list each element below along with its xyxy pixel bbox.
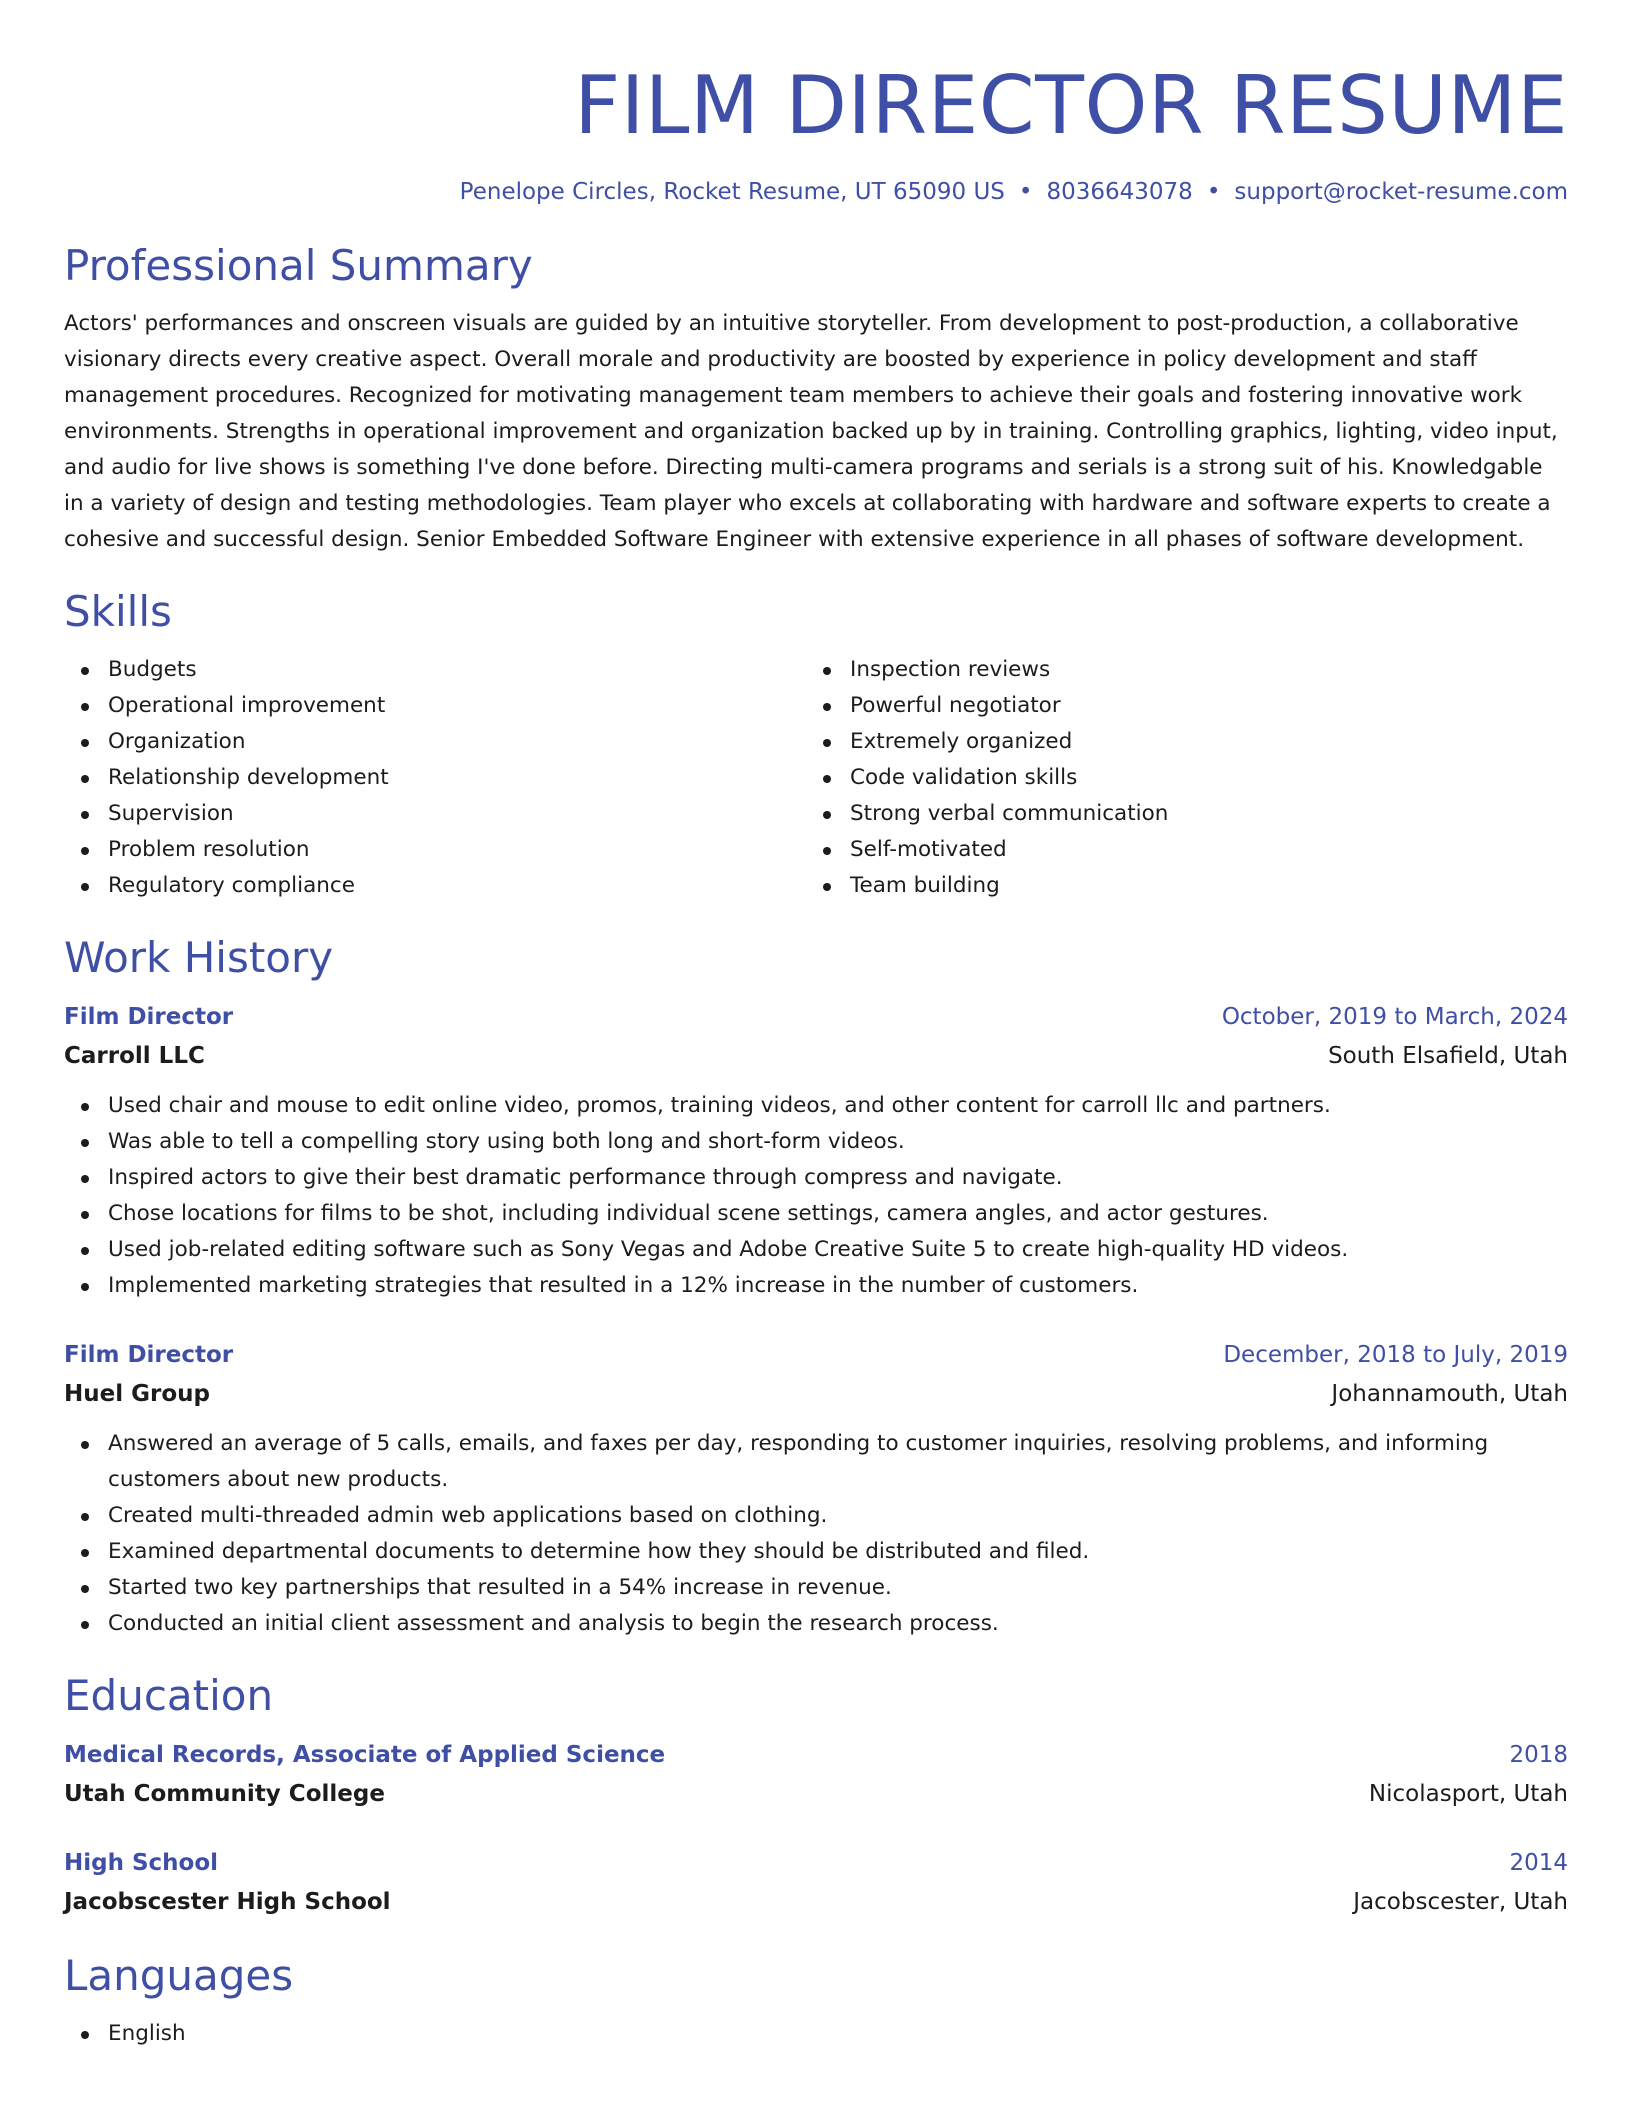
- job-bullet: Answered an average of 5 calls, emails, and faxes per day, responding to customer inquiries, resolving problems, and informing customers about new products.: [64, 1426, 1568, 1498]
- skill-item: Extremely organized: [806, 724, 1548, 760]
- languages-section: [64, 1950, 1568, 2052]
- work-history-section: [64, 932, 1568, 1642]
- job-header-row: [64, 998, 1568, 1036]
- education-location: Jacobscester, Utah: [1353, 1889, 1568, 1915]
- education-year: 2014: [1509, 1850, 1568, 1876]
- skill-item: Problem resolution: [64, 832, 806, 868]
- skill-item: Relationship development: [64, 760, 806, 796]
- skill-item: Powerful negotiator: [806, 688, 1548, 724]
- education-school-row: [64, 1774, 1568, 1814]
- education-degree: High School: [64, 1850, 219, 1876]
- job-bullet: Inspired actors to give their best dramatic performance through compress and navigate.: [64, 1160, 1568, 1196]
- skill-item: Inspection reviews: [806, 652, 1548, 688]
- contact-separator: •: [1018, 179, 1033, 205]
- summary-text: Actors' performances and onscreen visuals are guided by an intuitive storyteller. From development to post-production, a collaborative visionary directs every creative aspect. Overall morale and productivity are boosted by experience in policy development and staff management procedures. Recognized for motivating management team members to achieve their goals and fostering innovative work environments. Strengths in operational improvement and organization backed up by in training. Controlling graphics, lighting, video input, and audio for live shows is something I've done before. Directing multi-camera programs and serials is a strong suit of his. Knowledgable in a variety of design and testing methodologies. Team player who excels at collaborating with hardware and software experts to create a cohesive and successful design. Senior Embedded Software Engineer with extensive experience in all phases of software development.: [64, 311, 1558, 552]
- resume-header: [64, 58, 1568, 208]
- job-bullet: Examined departmental documents to determine how they should be distributed and filed.: [64, 1534, 1568, 1570]
- job-bullet: Used job-related editing software such as Sony Vegas and Adobe Creative Suite 5 to create high-quality HD videos.: [64, 1232, 1568, 1268]
- skill-item: Strong verbal communication: [806, 796, 1548, 832]
- page-title: FILM DIRECTOR RESUME: [574, 59, 1568, 152]
- job-bullet: Implemented marketing strategies that resulted in a 12% increase in the number of customers.: [64, 1268, 1568, 1304]
- job-location: South Elsafield, Utah: [1328, 1043, 1568, 1069]
- job-bullet: Conducted an initial client assessment and analysis to begin the research process.: [64, 1606, 1568, 1642]
- education-location: Nicolasport, Utah: [1368, 1781, 1568, 1807]
- education-header-row: [64, 1736, 1568, 1774]
- language-item: English: [64, 2016, 1568, 2052]
- skill-item: Budgets: [64, 652, 806, 688]
- job-dates: December, 2018 to July, 2019: [1223, 1342, 1568, 1368]
- job-location: Johannamouth, Utah: [1331, 1381, 1568, 1407]
- contact-email: support@rocket-resume.com: [1234, 179, 1568, 205]
- contact-address: Penelope Circles, Rocket Resume, UT 65090 US: [459, 179, 1005, 205]
- skills-list-right: [806, 652, 1548, 904]
- skills-columns: [64, 652, 1568, 904]
- job-bullet: Created multi-threaded admin web applications based on clothing.: [64, 1498, 1568, 1534]
- skill-item: Supervision: [64, 796, 806, 832]
- job-bullet-list: [64, 1088, 1568, 1304]
- contact-separator: •: [1206, 179, 1221, 205]
- job-bullet: Started two key partnerships that resulted in a 54% increase in revenue.: [64, 1570, 1568, 1606]
- skill-item: Regulatory compliance: [64, 868, 806, 904]
- skills-section: [64, 586, 1568, 904]
- skill-item: Organization: [64, 724, 806, 760]
- job-bullet-list: [64, 1426, 1568, 1642]
- skill-item: Code validation skills: [806, 760, 1548, 796]
- education-school: Jacobscester High School: [64, 1889, 391, 1915]
- job-bullet: Was able to tell a compelling story using both long and short-form videos.: [64, 1124, 1568, 1160]
- skills-list-left: [64, 652, 806, 904]
- job-entry: [64, 1336, 1568, 1642]
- job-title: Film Director: [64, 1342, 234, 1368]
- contact-line: [64, 176, 1568, 208]
- languages-list: [64, 2016, 1568, 2052]
- education-school-row: [64, 1882, 1568, 1922]
- job-bullet: Chose locations for films to be shot, including individual scene settings, camera angles, and actor gestures.: [64, 1196, 1568, 1232]
- job-dates: October, 2019 to March, 2024: [1221, 1004, 1568, 1030]
- skill-item: Operational improvement: [64, 688, 806, 724]
- section-title-education: Education: [64, 1671, 274, 1720]
- section-title-languages: Languages: [64, 1951, 294, 2000]
- education-school: Utah Community College: [64, 1781, 385, 1807]
- education-entry: [64, 1736, 1568, 1814]
- section-title-skills: Skills: [64, 587, 172, 636]
- education-header-row: [64, 1844, 1568, 1882]
- education-year: 2018: [1509, 1742, 1568, 1768]
- section-title-summary: Professional Summary: [64, 241, 533, 290]
- job-company-row: [64, 1374, 1568, 1414]
- job-title: Film Director: [64, 1004, 234, 1030]
- summary-section: [64, 240, 1568, 558]
- section-title-work-history: Work History: [64, 933, 334, 982]
- job-company: Huel Group: [64, 1381, 210, 1407]
- education-degree: Medical Records, Associate of Applied Science: [64, 1742, 666, 1768]
- contact-phone: 8036643078: [1046, 179, 1193, 205]
- job-entry: [64, 998, 1568, 1304]
- education-entry: [64, 1844, 1568, 1922]
- education-section: [64, 1670, 1568, 1922]
- job-bullet: Used chair and mouse to edit online video, promos, training videos, and other content for carroll llc and partners.: [64, 1088, 1568, 1124]
- job-header-row: [64, 1336, 1568, 1374]
- job-company: Carroll LLC: [64, 1043, 205, 1069]
- skill-item: Team building: [806, 868, 1548, 904]
- skill-item: Self-motivated: [806, 832, 1548, 868]
- job-company-row: [64, 1036, 1568, 1076]
